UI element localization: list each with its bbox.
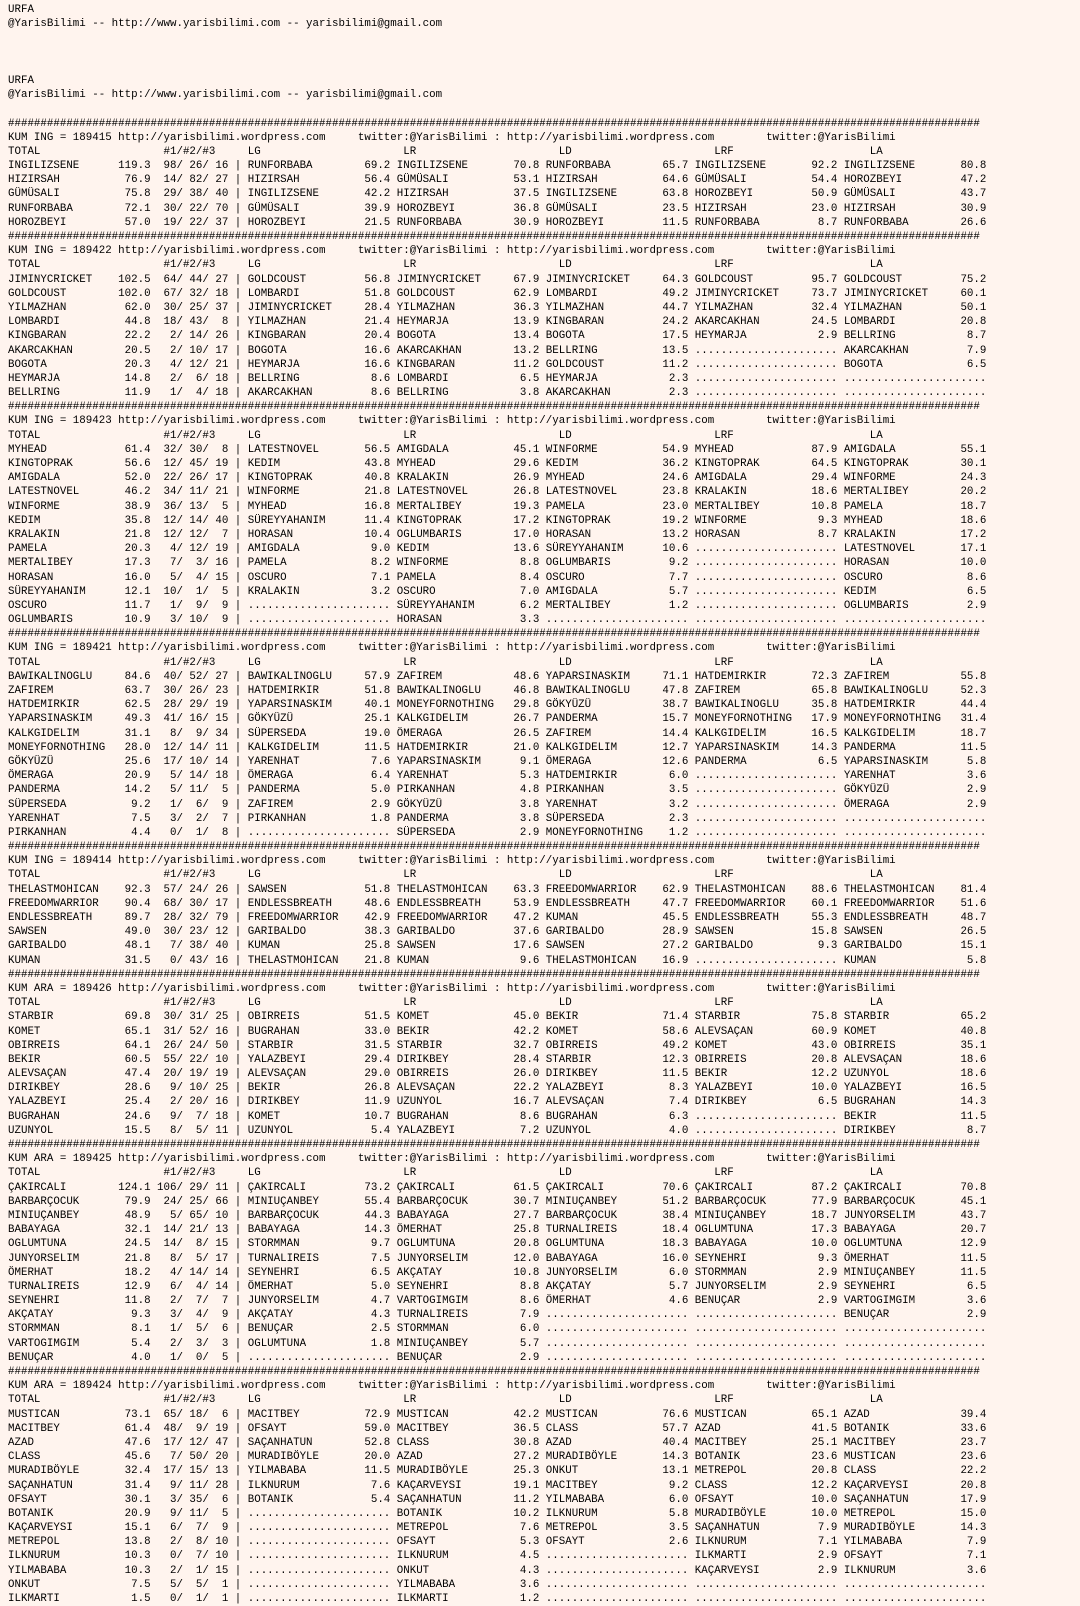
text-line: SÜPERSEDA 9.2 1/ 6/ 9 | ZAFIREM 2.9 GÖKYÜZÜ 3.8 YARENHAT 3.2 ...................... ÖMERAGA 2.9 (8, 798, 987, 811)
text-line: KEDIM 35.8 12/ 14/ 40 | SÜREYYAHANIM 11.4 KINGTOPRAK 17.2 KINGTOPRAK 19.2 WINFORME 9.3 MYHEAD 18.6 (8, 514, 987, 527)
text-line: KAÇARVEYSI 15.1 6/ 7/ 9 | ...................... METREPOL 7.6 METREPOL 3.5 SAÇANHATUN 7.9 MURADIBÖYLE 14.3 (8, 1522, 987, 1535)
text-line: KOMET 65.1 31/ 52/ 16 | BUGRAHAN 33.0 BEKIR 42.2 KOMET 58.6 ALEVSAÇAN 60.9 KOMET 40.8 (8, 1025, 987, 1038)
text-line: SAÇANHATUN 31.4 9/ 11/ 28 | ILKNURUM 7.6 KAÇARVEYSI 19.1 MACITBEY 9.2 CLASS 12.2 KAÇARVEYSI 20.8 (8, 1479, 987, 1492)
text-line: KUM ING = 189421 http://yarisbilimi.wordpress.com twitter:@YarisBilimi : http://yarisbilimi.wordpress.com twitter:@YarisBilimi (8, 642, 896, 655)
text-line: ###################################################################################################################################################### (8, 231, 980, 243)
text-line: BENUÇAR 4.0 1/ 0/ 5 | ...................... BENUÇAR 2.9 ...................... ...................... ...................... (8, 1351, 987, 1364)
text-line: ###################################################################################################################################################### (8, 117, 980, 130)
text-line: @YarisBilimi -- http://www.yarisbilimi.com -- yarisbilimi@gmail.com (8, 18, 443, 31)
text-line: THELASTMOHICAN 92.3 57/ 24/ 26 | SAWSEN 51.8 THELASTMOHICAN 63.3 FREEDOMWARRIOR 62.9 THELASTMOHICAN 88.6 THELASTMOHICAN 81.4 (8, 883, 987, 896)
text-line: GÖKYÜZÜ 25.6 17/ 10/ 14 | YARENHAT 7.6 YAPARSINASKIM 9.1 ÖMERAGA 12.6 PANDERMA 6.5 YAPARSINASKIM 5.8 (8, 755, 987, 768)
text-line (8, 102, 1080, 116)
text-line: SAWSEN 49.0 30/ 23/ 12 | GARIBALDO 38.3 GARIBALDO 37.6 GARIBALDO 28.9 SAWSEN 15.8 SAWSEN 26.5 (8, 926, 987, 939)
text-line: KUM ING = 189422 http://yarisbilimi.wordpress.com twitter:@YarisBilimi : http://yarisbilimi.wordpress.com twitter:@YarisBilimi (8, 245, 896, 258)
text-line: WINFORME 38.9 36/ 13/ 5 | MYHEAD 16.8 MERTALIBEY 19.3 PAMELA 23.0 MERTALIBEY 10.8 PAMELA 18.7 (8, 500, 987, 513)
text-line: KRALAKIN 21.8 12/ 12/ 7 | HORASAN 10.4 OGLUMBARIS 17.0 HORASAN 13.2 HORASAN 8.7 KRALAKIN 17.2 (8, 528, 987, 541)
text-line: ###################################################################################################################################################### (8, 1366, 980, 1378)
text-line: HORASAN 16.0 5/ 4/ 15 | OSCURO 7.1 PAMELA 8.4 OSCURO 7.7 ...................... OSCURO 8.6 (8, 571, 987, 584)
text-line: KUM ING = 189415 http://yarisbilimi.wordpress.com twitter:@YarisBilimi : http://yarisbilimi.wordpress.com twitter:@YarisBilimi (8, 131, 896, 144)
text-line: SÜREYYAHANIM 12.1 10/ 1/ 5 | KRALAKIN 3.2 OSCURO 7.0 AMIGDALA 5.7 ...................... KEDIM 6.5 (8, 585, 987, 598)
text-line: BARBARÇOCUK 79.9 24/ 25/ 66 | MINIUÇANBEY 55.4 BARBARÇOCUK 30.7 MINIUÇANBEY 51.2 BARBARÇOCUK 77.9 BARBARÇOCUK 45.1 (8, 1195, 987, 1208)
text-line: AZAD 47.6 17/ 12/ 47 | SAÇANHATUN 52.8 CLASS 30.8 AZAD 40.4 MACITBEY 25.1 MACITBEY 23.7 (8, 1436, 987, 1449)
text-line (8, 46, 1080, 60)
text-line: INGILIZSENE 119.3 98/ 26/ 16 | RUNFORBABA 69.2 INGILIZSENE 70.8 RUNFORBABA 65.7 INGILIZSENE 92.2 INGILIZSENE 80.8 (8, 160, 987, 173)
text-line: GOLDCOUST 102.0 67/ 32/ 18 | LOMBARDI 51.8 GOLDCOUST 62.9 LOMBARDI 49.2 JIMINYCRICKET 73.7 JIMINYCRICKET 60.1 (8, 287, 987, 300)
text-line: HIZIRSAH 76.9 14/ 82/ 27 | HIZIRSAH 56.4 GÜMÜSALI 53.1 HIZIRSAH 64.6 GÜMÜSALI 54.4 HOROZBEYI 47.2 (8, 174, 987, 187)
text-line: YILMABABA 10.3 2/ 1/ 15 | ...................... ONKUT 4.3 ...................... KAÇARVEYSI 2.9 ILKNURUM 3.6 (8, 1564, 987, 1577)
text-line: SEYNEHRI 11.8 2/ 7/ 7 | JUNYORSELIM 4.7 VARTOGIMGIM 8.6 ÖMERHAT 4.6 BENUÇAR 2.9 VARTOGIMGIM 3.6 (8, 1295, 987, 1308)
text-line: GÜMÜSALI 75.8 29/ 38/ 40 | INGILIZSENE 42.2 HIZIRSAH 37.5 INGILIZSENE 63.8 HOROZBEYI 50.9 GÜMÜSALI 43.7 (8, 188, 987, 201)
text-line: PAMELA 20.3 4/ 12/ 19 | AMIGDALA 9.0 KEDIM 13.6 SÜREYYAHANIM 10.6 ...................... LATESTNOVEL 17.1 (8, 543, 987, 556)
text-line: ÖMERAGA 20.9 5/ 14/ 18 | ÖMERAGA 6.4 YARENHAT 5.3 HATDEMIRKIR 6.0 ...................... YARENHAT 3.6 (8, 770, 987, 783)
text-line: LATESTNOVEL 46.2 34/ 11/ 21 | WINFORME 21.8 LATESTNOVEL 26.8 LATESTNOVEL 23.8 KRALAKIN 18.6 MERTALIBEY 20.2 (8, 486, 987, 499)
text-line: KUM ARA = 189426 http://yarisbilimi.wordpress.com twitter:@YarisBilimi : http://yarisbilimi.wordpress.com twitter:@YarisBilimi (8, 982, 896, 995)
text-line: YILMAZHAN 62.0 30/ 25/ 37 | JIMINYCRICKET 28.4 YILMAZHAN 36.3 YILMAZHAN 44.7 YILMAZHAN 32.4 YILMAZHAN 50.1 (8, 301, 987, 314)
text-line: TOTAL #1/#2/#3 LG LR LD LRF LA (8, 259, 883, 272)
text-line: AMIGDALA 52.0 22/ 26/ 17 | KINGTOPRAK 40.8 KRALAKIN 26.9 MYHEAD 24.6 AMIGDALA 29.4 WINFORME 24.3 (8, 472, 987, 485)
text-line: RUNFORBABA 72.1 30/ 22/ 70 | GÜMÜSALI 39.9 HOROZBEYI 36.8 GÜMÜSALI 23.5 HIZIRSAH 23.0 HIZIRSAH 30.9 (8, 202, 987, 215)
text-line: METREPOL 13.8 2/ 8/ 10 | ...................... OFSAYT 5.3 OFSAYT 2.6 ILKNURUM 7.1 YILMABABA 7.9 (8, 1536, 987, 1549)
text-line: KUMAN 31.5 0/ 43/ 16 | THELASTMOHICAN 21.8 KUMAN 9.6 THELASTMOHICAN 16.9 ...................... KUMAN 5.8 (8, 954, 987, 967)
text-line: ###################################################################################################################################################### (8, 628, 980, 641)
text-line: OGLUMTUNA 24.5 14/ 8/ 15 | STORMMAN 9.7 OGLUMTUNA 20.8 OGLUMTUNA 18.3 BABAYAGA 10.0 OGLUMTUNA 12.9 (8, 1238, 987, 1251)
text-line: BELLRING 11.9 1/ 4/ 18 | AKARCAKHAN 8.6 BELLRING 3.8 AKARCAKHAN 2.3 ...................... ...................... (8, 387, 987, 400)
text-line: TOTAL #1/#2/#3 LG LR LD LRF LA (8, 997, 883, 1010)
text-line: KINGBARAN 22.2 2/ 14/ 26 | KINGBARAN 20.4 BOGOTA 13.4 BOGOTA 17.5 HEYMARJA 2.9 BELLRING 8.7 (8, 330, 987, 343)
text-line: YALAZBEYI 25.4 2/ 20/ 16 | DIRIKBEY 11.9 UZUNYOL 16.7 ALEVSAÇAN 7.4 DIRIKBEY 6.5 BUGRAHAN 14.3 (8, 1096, 987, 1109)
text-line: CLASS 45.6 7/ 50/ 20 | MURADIBÖYLE 20.0 AZAD 27.2 MURADIBÖYLE 14.3 BOTANIK 23.6 MUSTICAN 23.6 (8, 1451, 987, 1464)
text-line: FREEDOMWARRIOR 90.4 68/ 30/ 17 | ENDLESSBREATH 48.6 ENDLESSBREATH 53.9 ENDLESSBREATH 47.7 FREEDOMWARRIOR 60.1 FREEDOMWARRIOR 51.6 (8, 897, 987, 910)
text-line: UZUNYOL 15.5 8/ 5/ 11 | UZUNYOL 5.4 YALAZBEYI 7.2 UZUNYOL 4.0 ...................... DIRIKBEY 8.7 (8, 1124, 987, 1137)
text-line: KUM ING = 189414 http://yarisbilimi.wordpress.com twitter:@YarisBilimi : http://yarisbilimi.wordpress.com twitter:@YarisBilimi (8, 855, 896, 868)
text-line: ONKUT 7.5 5/ 5/ 1 | ...................... YILMABABA 3.6 ...................... ...................... ...................... (8, 1578, 987, 1591)
text-line: VARTOGIMGIM 5.4 2/ 3/ 3 | OGLUMTUNA 1.8 MINIUÇANBEY 5.7 ...................... ...................... ...................... (8, 1337, 987, 1350)
text-line: AKÇATAY 9.3 3/ 4/ 9 | AKÇATAY 4.3 TURNALIREIS 7.9 ...................... ...................... BENUÇAR 2.9 (8, 1309, 987, 1322)
text-line: BEKIR 60.5 55/ 22/ 10 | YALAZBEYI 29.4 DIRIKBEY 28.4 STARBIR 12.3 OBIRREIS 20.8 ALEVSAÇAN 18.6 (8, 1053, 987, 1066)
text-line: TOTAL #1/#2/#3 LG LR LD LRF LA (8, 145, 883, 158)
text-line: BOTANIK 20.9 9/ 11/ 5 | ...................... BOTANIK 10.2 ILKNURUM 5.8 MURADIBÖYLE 10.0 METREPOL 15.0 (8, 1507, 987, 1520)
text-line: BAWIKALINOGLU 84.6 40/ 52/ 27 | BAWIKALINOGLU 57.9 ZAFIREM 48.6 YAPARSINASKIM 71.1 HATDEMIRKIR 72.3 ZAFIREM 55.8 (8, 670, 987, 683)
text-line: HEYMARJA 14.8 2/ 6/ 18 | BELLRING 8.6 LOMBARDI 6.5 HEYMARJA 2.3 ...................... ...................... (8, 372, 987, 385)
text-line: KALKGIDELIM 31.1 8/ 9/ 34 | SÜPERSEDA 19.0 ÖMERAGA 26.5 ZAFIREM 14.4 KALKGIDELIM 16.5 KALKGIDELIM 18.7 (8, 727, 987, 740)
text-line: ###################################################################################################################################################### (8, 841, 980, 854)
text-line: ###################################################################################################################################################### (8, 968, 980, 981)
text-line: MINIUÇANBEY 48.9 5/ 65/ 10 | BARBARÇOCUK 44.3 BABAYAGA 27.7 BARBARÇOCUK 38.4 MINIUÇANBEY 18.7 JUNYORSELIM 43.7 (8, 1209, 987, 1222)
text-line: ÖMERHAT 18.2 4/ 14/ 14 | SEYNEHRI 6.5 AKÇATAY 10.8 JUNYORSELIM 6.0 STORMMAN 2.9 MINIUÇANBEY 11.5 (8, 1266, 987, 1279)
text-line: JIMINYCRICKET 102.5 64/ 44/ 27 | GOLDCOUST 56.8 JIMINYCRICKET 67.9 JIMINYCRICKET 64.3 GOLDCOUST 95.7 GOLDCOUST 75.2 (8, 273, 987, 286)
text-line: BUGRAHAN 24.6 9/ 7/ 18 | KOMET 10.7 BUGRAHAN 8.6 BUGRAHAN 6.3 ...................... BEKIR 11.5 (8, 1110, 987, 1123)
text-line: KUM ARA = 189424 http://yarisbilimi.wordpress.com twitter:@YarisBilimi : http://yarisbilimi.wordpress.com twitter:@YarisBilimi (8, 1380, 896, 1393)
text-line: ENDLESSBREATH 89.7 28/ 32/ 79 | FREEDOMWARRIOR 42.9 FREEDOMWARRIOR 47.2 KUMAN 45.5 ENDLESSBREATH 55.3 ENDLESSBREATH 48.7 (8, 912, 987, 924)
text-line: LOMBARDI 44.8 18/ 43/ 8 | YILMAZHAN 21.4 HEYMARJA 13.9 KINGBARAN 24.2 AKARCAKHAN 24.5 LOMBARDI 20.8 (8, 316, 987, 329)
text-line: BABAYAGA 32.1 14/ 21/ 13 | BABAYAGA 14.3 ÖMERHAT 25.8 TURNALIREIS 18.4 OGLUMTUNA 17.3 BABAYAGA 20.7 (8, 1224, 987, 1237)
text-line: STARBIR 69.8 30/ 31/ 25 | OBIRREIS 51.5 KOMET 45.0 BEKIR 71.4 STARBIR 75.8 STARBIR 65.2 (8, 1011, 987, 1024)
text-line: OFSAYT 30.1 3/ 35/ 6 | BOTANIK 5.4 SAÇANHATUN 11.2 YILMABABA 6.0 OFSAYT 10.0 SAÇANHATUN 17.9 (8, 1493, 987, 1506)
text-line: PIRKANHAN 4.4 0/ 1/ 8 | ...................... SÜPERSEDA 2.9 MONEYFORNOTHING 1.2 ...................... ...................... (8, 826, 987, 839)
text-line: ###################################################################################################################################################### (8, 401, 980, 414)
text-line: MUSTICAN 73.1 65/ 18/ 6 | MACITBEY 72.9 MUSTICAN 42.2 MUSTICAN 76.6 MUSTICAN 65.1 AZAD 39.4 (8, 1408, 987, 1421)
text-line: HOROZBEYI 57.0 19/ 22/ 37 | HOROZBEYI 21.5 RUNFORBABA 30.9 HOROZBEYI 11.5 RUNFORBABA 8.7 RUNFORBABA 26.6 (8, 216, 987, 229)
text-line: TOTAL #1/#2/#3 LG LR LD LRF LA (8, 656, 883, 669)
text-line: BOGOTA 20.3 4/ 12/ 21 | HEYMARJA 16.6 KINGBARAN 11.2 GOLDCOUST 11.2 ...................... BOGOTA 6.5 (8, 358, 987, 371)
text-line: TOTAL #1/#2/#3 LG LR LD LRF LA (8, 869, 883, 882)
text-line: TOTAL #1/#2/#3 LG LR LD LRF LA (8, 429, 883, 442)
text-line: ILKNURUM 10.3 0/ 7/ 10 | ...................... ILKNURUM 4.5 ...................... ILKMARTI 2.9 OFSAYT 7.1 (8, 1550, 987, 1563)
text-line: MACITBEY 61.4 48/ 9/ 19 | OFSAYT 59.0 MACITBEY 36.5 CLASS 57.7 AZAD 41.5 BOTANIK 33.6 (8, 1422, 987, 1435)
text-line: TOTAL #1/#2/#3 LG LR LD LRF LA (8, 1167, 883, 1180)
text-line: KINGTOPRAK 56.6 12/ 45/ 19 | KEDIM 43.8 MYHEAD 29.6 KEDIM 36.2 KINGTOPRAK 64.5 KINGTOPRAK 30.1 (8, 458, 987, 470)
text-line: MYHEAD 61.4 32/ 30/ 8 | LATESTNOVEL 56.5 AMIGDALA 45.1 WINFORME 54.9 MYHEAD 87.9 AMIGDALA 55.1 (8, 443, 987, 456)
text-line: JUNYORSELIM 21.8 8/ 5/ 17 | TURNALIREIS 7.5 JUNYORSELIM 12.0 BABAYAGA 16.0 SEYNEHRI 9.3 ÖMERHAT 11.5 (8, 1252, 987, 1265)
text-line: @YarisBilimi -- http://www.yarisbilimi.com -- yarisbilimi@gmail.com (8, 89, 443, 102)
text-line: TURNALIREIS 12.9 6/ 4/ 14 | ÖMERHAT 5.0 SEYNEHRI 8.8 AKÇATAY 5.7 JUNYORSELIM 2.9 SEYNEHRI 6.5 (8, 1280, 987, 1293)
text-line: OGLUMBARIS 10.9 3/ 10/ 9 | ...................... HORASAN 3.3 ...................... ...................... ...................... (8, 614, 987, 627)
text-line: PANDERMA 14.2 5/ 11/ 5 | PANDERMA 5.0 PIRKANHAN 4.8 PIRKANHAN 3.5 ...................... GÖKYÜZÜ 2.9 (8, 784, 987, 797)
text-line: ###################################################################################################################################################### (8, 1139, 980, 1151)
text-line: ZAFIREM 63.7 30/ 26/ 23 | HATDEMIRKIR 51.8 BAWIKALINOGLU 46.8 BAWIKALINOGLU 47.8 ZAFIREM 65.8 BAWIKALINOGLU 52.3 (8, 685, 987, 697)
text-line: KUM ARA = 189425 http://yarisbilimi.wordpress.com twitter:@YarisBilimi : http://yarisbilimi.wordpress.com twitter:@YarisBilimi (8, 1153, 896, 1166)
text-line: URFA (8, 4, 34, 16)
text-line: ÇAKIRCALI 124.1 106/ 29/ 11 | ÇAKIRCALI 73.2 ÇAKIRCALI 61.5 ÇAKIRCALI 70.6 ÇAKIRCALI 87.2 ÇAKIRCALI 70.8 (8, 1181, 987, 1194)
text-line: AKARCAKHAN 20.5 2/ 10/ 17 | BOGOTA 16.6 AKARCAKHAN 13.2 BELLRING 13.5 ...................... AKARCAKHAN 7.9 (8, 344, 987, 357)
text-line: DIRIKBEY 28.6 9/ 10/ 25 | BEKIR 26.8 ALEVSAÇAN 22.2 YALAZBEYI 8.3 YALAZBEYI 10.0 YALAZBEYI 16.5 (8, 1082, 987, 1095)
text-line: MERTALIBEY 17.3 7/ 3/ 16 | PAMELA 8.2 WINFORME 8.8 OGLUMBARIS 9.2 ...................... HORASAN 10.0 (8, 557, 987, 570)
text-line (8, 60, 1080, 74)
text-line: STORMMAN 8.1 1/ 5/ 6 | BENUÇAR 2.5 STORMMAN 6.0 ...................... ...................... ...................... (8, 1323, 987, 1336)
text-line: HATDEMIRKIR 62.5 28/ 29/ 19 | YAPARSINASKIM 40.1 MONEYFORNOTHING 29.8 GÖKYÜZÜ 38.7 BAWIKALINOGLU 35.8 HATDEMIRKIR 44.4 (8, 699, 987, 712)
text-line: TOTAL #1/#2/#3 LG LR LD LRF LA (8, 1394, 883, 1407)
text-line: KUM ING = 189423 http://yarisbilimi.wordpress.com twitter:@YarisBilimi : http://yarisbilimi.wordpress.com twitter:@YarisBilimi (8, 415, 896, 428)
text-line: MURADIBÖYLE 32.4 17/ 15/ 13 | YILMABABA 11.5 MURADIBÖYLE 25.3 ONKUT 13.1 METREPOL 20.8 CLASS 22.2 (8, 1465, 987, 1478)
text-line: OBIRREIS 64.1 26/ 24/ 50 | STARBIR 31.5 STARBIR 32.7 OBIRREIS 49.2 KOMET 43.0 OBIRREIS 35.1 (8, 1039, 987, 1052)
text-line (8, 31, 1080, 45)
text-line: URFA (8, 74, 34, 87)
text-line: YAPARSINASKIM 49.3 41/ 16/ 15 | GÖKYÜZÜ 25.1 KALKGIDELIM 26.7 PANDERMA 15.7 MONEYFORNOTHING 17.9 MONEYFORNOTHING 31.4 (8, 713, 987, 726)
text-line: ILKMARTI 1.5 0/ 1/ 1 | ...................... ILKMARTI 1.2 ...................... ...................... ...................... (8, 1593, 987, 1605)
text-line: MONEYFORNOTHING 28.0 12/ 14/ 11 | KALKGIDELIM 11.5 HATDEMIRKIR 21.0 KALKGIDELIM 12.7 YAPARSINASKIM 14.3 PANDERMA 11.5 (8, 741, 987, 754)
text-line: GARIBALDO 48.1 7/ 38/ 40 | KUMAN 25.8 SAWSEN 17.6 SAWSEN 27.2 GARIBALDO 9.3 GARIBALDO 15.1 (8, 940, 987, 953)
text-line: OSCURO 11.7 1/ 9/ 9 | ...................... SÜREYYAHANIM 6.2 MERTALIBEY 1.2 ...................... OGLUMBARIS 2.9 (8, 599, 987, 612)
text-line: YARENHAT 7.5 3/ 2/ 7 | PIRKANHAN 1.8 PANDERMA 3.8 SÜPERSEDA 2.3 ...................... ...................... (8, 812, 987, 825)
text-line: ALEVSAÇAN 47.4 20/ 19/ 19 | ALEVSAÇAN 29.0 OBIRREIS 26.0 DIRIKBEY 11.5 BEKIR 12.2 UZUNYOL 18.6 (8, 1068, 987, 1081)
